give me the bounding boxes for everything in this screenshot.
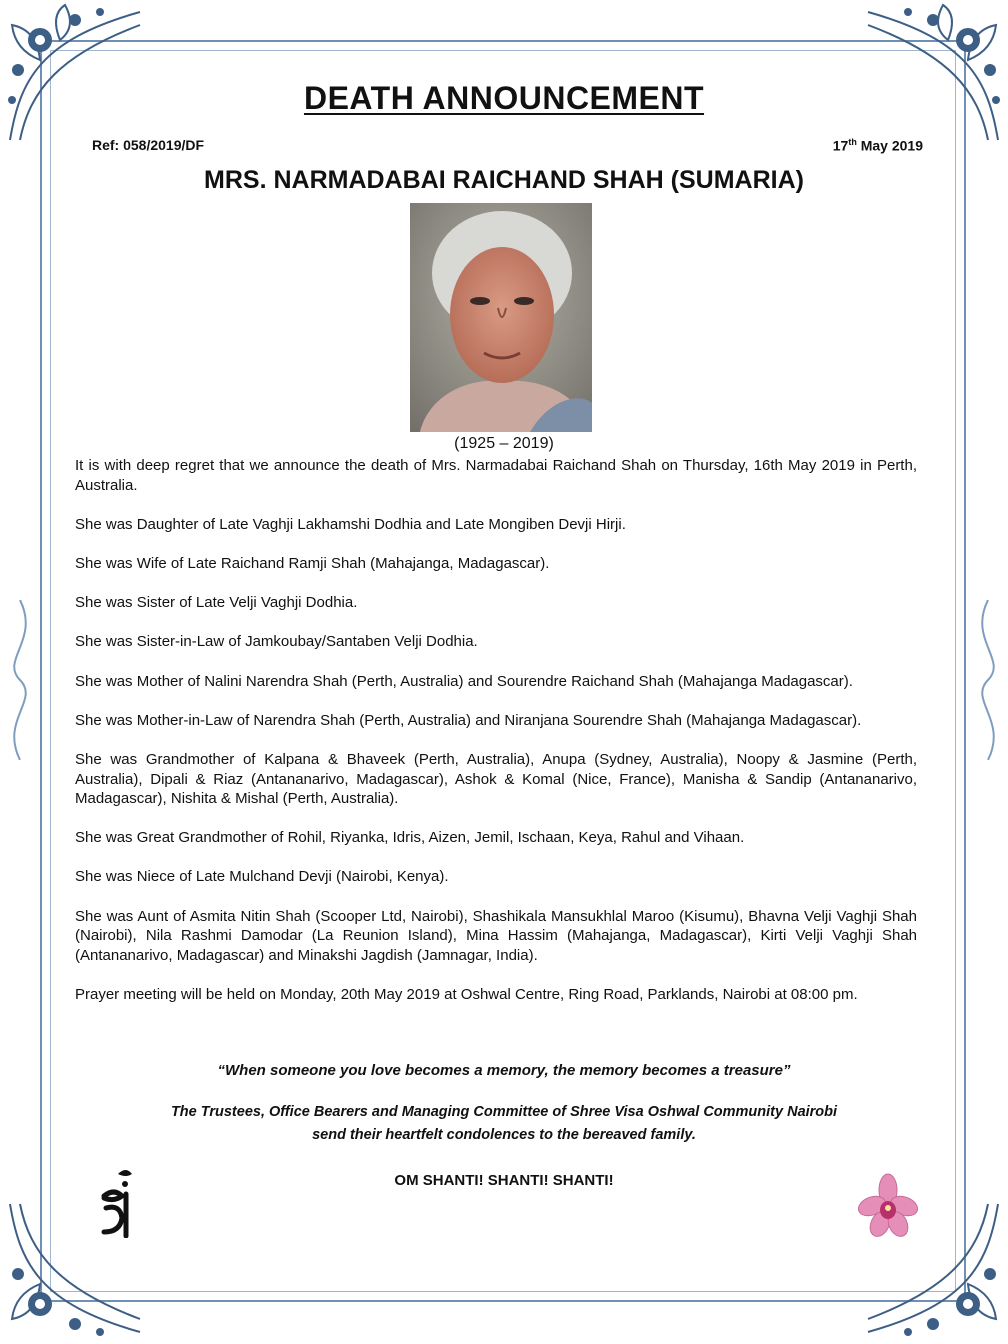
condolence-message	[0, 1101, 1008, 1147]
life-years: (1925 – 2019)	[454, 435, 554, 452]
announcement-body	[75, 456, 917, 1005]
prayer-meeting-paragraph: Prayer meeting will be held on Monday, 20th May 2019 at Oshwal Centre, Ring Road, Parklands, Nairobi at 08:00 pm.	[75, 986, 858, 1004]
paragraph: She was Great Grandmother of Rohil, Riyanka, Idris, Aizen, Jemil, Ischaan, Keya, Rahul and Vihaan.	[75, 829, 745, 847]
swirl-ornament-icon	[0, 600, 40, 760]
deceased-name: MRS. NARMADABAI RAICHAND SHAH (SUMARIA)	[204, 166, 804, 194]
paragraph: She was Mother of Nalini Narendra Shah (Perth, Australia) and Sourendre Raichand Shah (Mahajanga Madagascar).	[75, 672, 853, 690]
condolence-line: The Trustees, Office Bearers and Managing Committee of Shree Visa Oshwal Community Nairobi	[170, 1104, 838, 1120]
paragraph: She was Daughter of Late Vaghji Lakhamshi Dodhia and Late Mongiben Devji Hirji.	[75, 515, 626, 533]
paragraph: She was Sister-in-Law of Jamkoubay/Santaben Velji Dodhia.	[75, 633, 478, 651]
paragraph: She was Sister of Late Velji Vaghji Dodhia.	[75, 594, 358, 612]
paragraph: She was Wife of Late Raichand Ramji Shah (Mahajanga, Madagascar).	[75, 554, 550, 572]
memorial-quote: “When someone you love becomes a memory, the memory becomes a treasure”	[217, 1062, 791, 1079]
paragraph: She was Mother-in-Law of Narendra Shah (Perth, Australia) and Niranjana Sourendre Shah (Mahajanga Madagascar).	[75, 711, 862, 729]
portrait-photo	[410, 203, 592, 432]
om-symbol-icon	[96, 1166, 136, 1238]
page-title: DEATH ANNOUNCEMENT	[303, 80, 705, 116]
floral-corner-icon	[0, 0, 150, 150]
paragraph: She was Grandmother of Kalpana & Bhaveek (Perth, Australia), Anupa (Sydney, Australia), Noopy & Jasmine (Perth, Australia), Dipali & Riaz (Antananarivo, Madagascar), Ashok & Komal (Nice, France), Manisha & Sandip (Antananarivo, Madagascar), Nishita & Mishal (Perth, Australia).	[75, 750, 917, 808]
paragraph: She was Aunt of Asmita Nitin Shah (Scooper Ltd, Nairobi), Shashikala Mansukhlal Maroo (Kisumu), Bhavna Velji Vaghji Shah (Nairobi), Nila Rashmi Damodar (La Reunion Island), Mina Hassim (Mahajanga, Madagascar), Kirti Velji Vaghji Shah (Antananarivo, Madagascar) and Minakshi Jagdish (Jamnagar, India).	[75, 907, 917, 964]
floral-corner-icon	[858, 0, 1008, 150]
swirl-ornament-icon	[968, 600, 1008, 760]
orchid-flower-icon	[858, 1172, 918, 1242]
closing-prayer: OM SHANTI! SHANTI! SHANTI!	[394, 1172, 614, 1189]
condolence-line: send their heartfelt condolences to the bereaved family.	[312, 1127, 696, 1143]
announcement-date: 17th May 2019	[832, 137, 923, 154]
reference-number: Ref: 058/2019/DF	[92, 137, 205, 153]
paragraph: She was Niece of Late Mulchand Devji (Nairobi, Kenya).	[75, 868, 449, 886]
paragraph: It is with deep regret that we announce the death of Mrs. Narmadabai Raichand Shah on Thursday, 16th May 2019 in Perth, Australia.	[75, 457, 917, 494]
